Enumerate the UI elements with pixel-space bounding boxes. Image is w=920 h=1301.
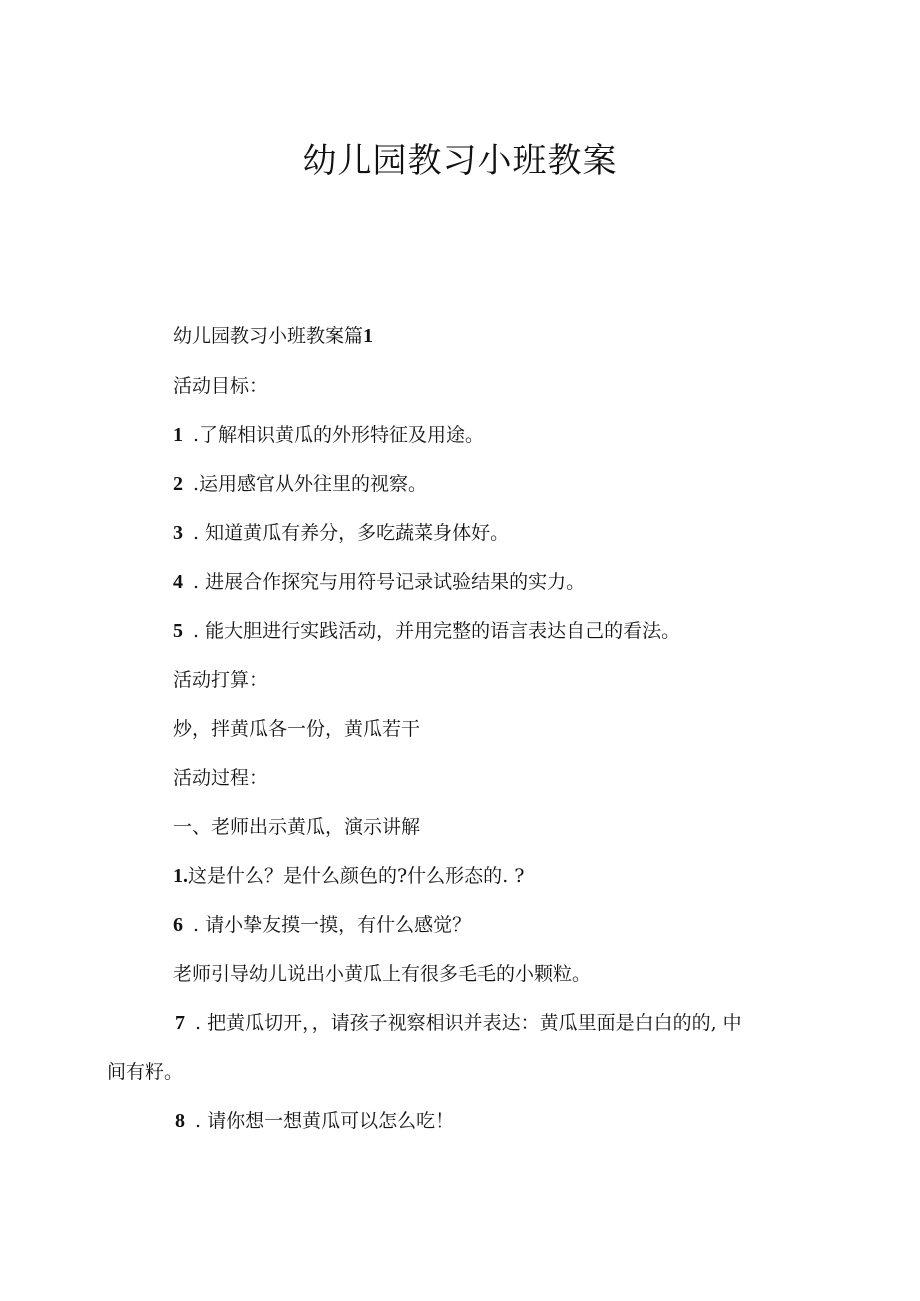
section-heading-text: 幼儿园教习小班教案篇 <box>173 325 364 347</box>
teacher-guide-text: 老师引导幼儿说出小黄瓜上有很多毛毛的小颗粒。 <box>173 963 592 985</box>
goal-item-3 <box>173 519 509 547</box>
step-number: 1. <box>173 865 188 887</box>
section-number: 1 <box>363 325 374 347</box>
goal-item-4 <box>173 568 585 596</box>
section-heading <box>173 322 373 350</box>
goals-label: 活动目标： <box>173 375 269 397</box>
step-text: 这是什么？是什么颜色的?什么形态的. ? <box>188 865 525 887</box>
goal-text: . 进展合作探究与用符号记录试验结果的实力。 <box>193 571 586 593</box>
goal-number: 4 <box>173 571 183 593</box>
goal-item-5 <box>173 617 680 645</box>
goal-number: 3 <box>173 522 183 544</box>
step-text: . 把黄瓜切开，，请孩子视察相识并表达：黄瓜里面是白白的的, 中 <box>195 1012 742 1034</box>
step-number: 6 <box>173 914 183 936</box>
step-one-heading: 一、老师出示黄瓜，演示讲解 <box>173 816 421 838</box>
step-item-1 <box>173 862 524 890</box>
step-item-8 <box>175 1107 454 1135</box>
goal-text: . 能大胆进行实践活动，并用完整的语言表达自己的看法。 <box>193 620 681 642</box>
step-text: . 请小挚友摸一摸，有什么感觉？ <box>193 914 472 936</box>
prep-text: 炒，拌黄瓜各一份，黄瓜若干 <box>173 718 421 740</box>
goal-number: 5 <box>173 620 183 642</box>
step-item-6 <box>173 911 471 939</box>
goal-text: . 知道黄瓜有养分，多吃蔬菜身体好。 <box>193 522 510 544</box>
step-text: . 请你想一想黄瓜可以怎么吃！ <box>195 1110 455 1132</box>
step-number: 7 <box>175 1012 185 1034</box>
prep-label: 活动打算： <box>173 669 269 691</box>
document-title: 幼儿园教习小班教案 <box>302 141 618 181</box>
goal-item-2 <box>173 470 427 498</box>
step-number: 8 <box>175 1110 185 1132</box>
goal-number: 2 <box>173 473 183 495</box>
process-label: 活动过程： <box>173 767 269 789</box>
step-seven-continuation: 间有籽。 <box>107 1061 184 1083</box>
step-item-7 <box>175 1009 742 1037</box>
goal-item-1 <box>173 421 484 449</box>
goal-number: 1 <box>173 424 183 446</box>
goal-text: .了解相识黄瓜的外形特征及用途。 <box>193 424 485 446</box>
goal-text: .运用感官从外往里的视察。 <box>193 473 428 495</box>
